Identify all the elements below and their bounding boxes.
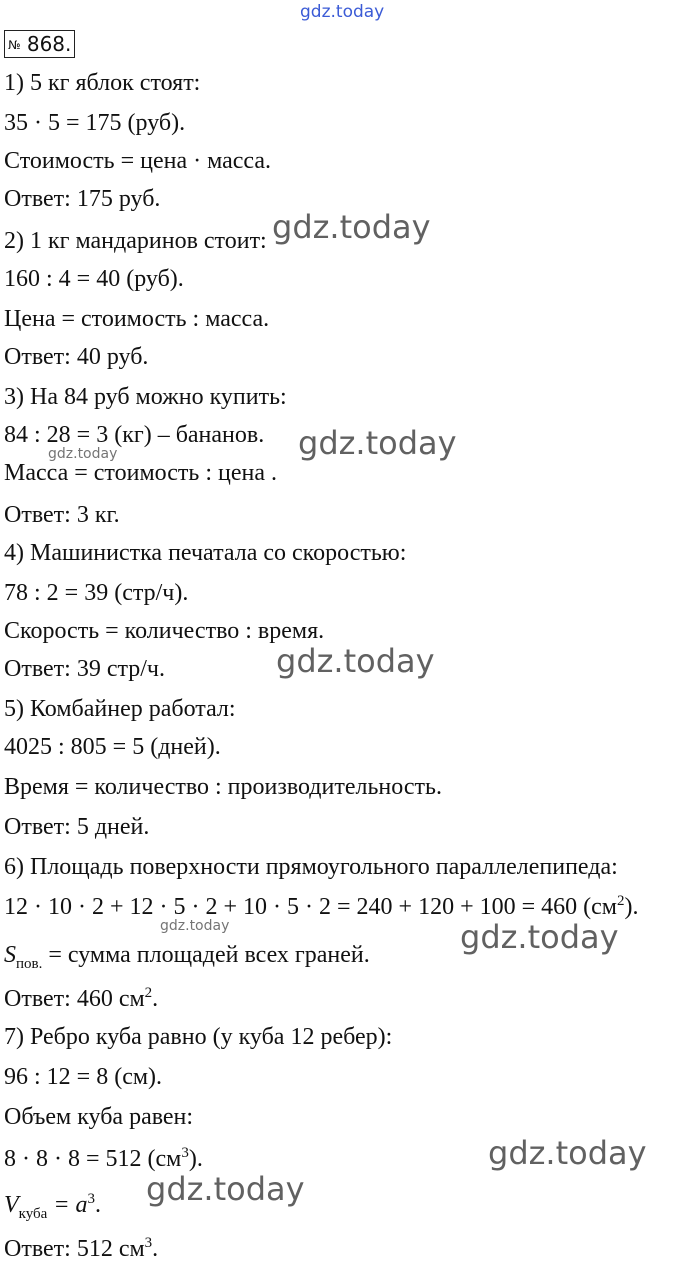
s-symbol: S [4, 942, 16, 968]
watermark: gdz.today [272, 208, 431, 246]
watermark: gdz.today [298, 424, 457, 462]
superscript: 3 [144, 1235, 153, 1251]
problem-number [4, 30, 75, 58]
formula-end: . [95, 1192, 102, 1218]
subscript: пов. [16, 955, 43, 972]
line-1: 1) 5 кг яблок стоят: [4, 70, 201, 96]
line-27: Объем куба равен: [4, 1104, 194, 1130]
watermark: gdz.today [460, 918, 619, 956]
volume-equation: 8 · 8 · 8 = 512 (см [4, 1146, 182, 1172]
line-26: 96 : 12 = 8 (см). [4, 1064, 163, 1090]
surface-area-equation: 12 · 10 · 2 + 12 · 5 · 2 + 10 · 5 · 2 = 240 + 120 + 100 = 460 (см [4, 894, 617, 920]
line-12: Ответ: 3 кг. [4, 502, 120, 528]
watermark: gdz.today [488, 1134, 647, 1172]
line-8: Ответ: 40 руб. [4, 344, 149, 370]
line-18: 4025 : 805 = 5 (дней). [4, 734, 221, 760]
line-25: 7) Ребро куба равно (у куба 12 ребер): [4, 1024, 393, 1050]
line-10: 84 : 28 = 3 (кг) – бананов. [4, 422, 265, 448]
problem-number-value: 868. [26, 32, 72, 56]
answer-end: . [152, 1236, 159, 1262]
watermark: gdz.today [146, 1170, 305, 1208]
line-15: Скорость = количество : время. [4, 618, 325, 644]
number-sign: № [8, 38, 21, 52]
line-3: Стоимость = цена · масса. [4, 148, 272, 174]
line-9: 3) На 84 руб можно купить: [4, 384, 287, 410]
superscript: 2 [144, 985, 153, 1001]
line-30 [4, 1234, 158, 1264]
subscript: куба [18, 1205, 48, 1222]
v-symbol: V [4, 1192, 19, 1218]
surface-area-definition: = сумма площадей всех граней. [42, 942, 370, 968]
line-29 [4, 1190, 101, 1220]
line-24 [4, 984, 158, 1014]
line-20: Ответ: 5 дней. [4, 814, 150, 840]
line-21: 6) Площадь поверхности прямоугольного параллелепипеда: [4, 854, 618, 880]
line-17: 5) Комбайнер работал: [4, 696, 236, 722]
line-16: Ответ: 39 стр/ч. [4, 656, 165, 682]
line-23 [4, 940, 370, 970]
answer-area: Ответ: 460 см [4, 986, 145, 1012]
line-13: 4) Машинистка печатала со скоростью: [4, 540, 407, 566]
line-14: 78 : 2 = 39 (стр/ч). [4, 580, 189, 606]
superscript: 2 [617, 893, 625, 909]
watermark: gdz.today [276, 642, 435, 680]
equation-end: ). [624, 894, 639, 920]
watermark: gdz.today [160, 918, 230, 934]
line-19: Время = количество : производительность. [4, 774, 442, 800]
line-2: 35 · 5 = 175 (руб). [4, 110, 186, 136]
superscript: 3 [87, 1191, 96, 1207]
watermark: gdz.today [48, 446, 118, 462]
line-11: Масса = стоимость : цена . [4, 460, 277, 486]
answer-end: . [152, 986, 159, 1012]
line-7: Цена = стоимость : масса. [4, 306, 270, 332]
line-6: 160 : 4 = 40 (руб). [4, 266, 184, 292]
answer-volume: Ответ: 512 см [4, 1236, 145, 1262]
superscript: 3 [181, 1145, 189, 1161]
line-5: 2) 1 кг мандаринов стоит: [4, 228, 267, 254]
equation-end: ). [188, 1146, 203, 1172]
watermark-top: gdz.today [300, 2, 385, 22]
line-4: Ответ: 175 руб. [4, 186, 161, 212]
volume-formula: = a [47, 1192, 88, 1218]
